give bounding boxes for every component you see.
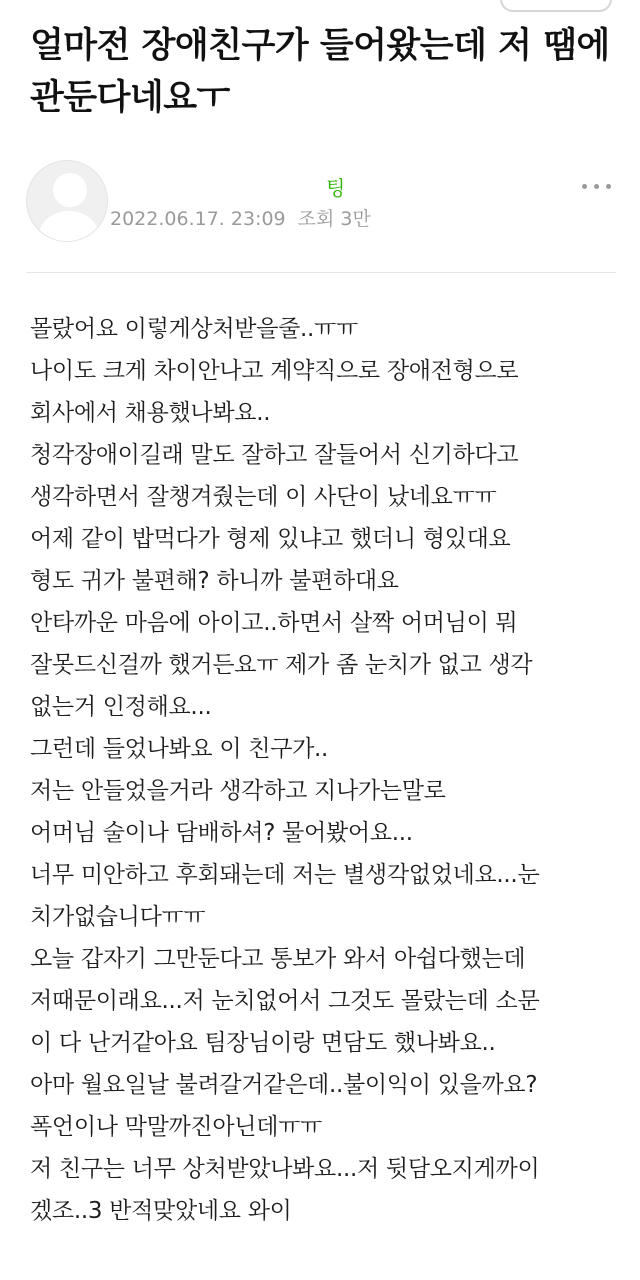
body-line: 이 다 난거같아요 팀장님이랑 면담도 했나봐요.. <box>30 1030 496 1056</box>
post-body <box>30 308 626 1232</box>
body-line: 너무 미안하고 후회돼는데 저는 별생각없었네요...눈 <box>30 862 540 888</box>
top-toggle-pill[interactable] <box>500 0 612 12</box>
body-line: 저 친구는 너무 상처받았나봐요...저 뒷담오지게까이 <box>30 1156 540 1182</box>
author-info <box>26 160 620 250</box>
body-line: 없는거 인정해요... <box>30 694 212 720</box>
post-meta <box>110 204 371 231</box>
body-line: 치가없습니다ㅠㅠ <box>30 904 206 930</box>
body-line: 겠조..3 반적맞았네요 와이 <box>30 1198 292 1224</box>
avatar-head-shape <box>53 173 87 207</box>
body-line: 어제 같이 밥먹다가 형제 있냐고 했더니 형있대요 <box>30 526 511 552</box>
body-line: 형도 귀가 불편해? 하니까 불편하대요 <box>30 568 399 594</box>
more-options-icon[interactable] <box>582 182 612 192</box>
body-line: 그런데 들었나봐요 이 친구가.. <box>30 736 329 762</box>
author-name[interactable]: 팅 <box>326 176 346 200</box>
body-line: 아마 월요일날 불려갈거같은데..불이익이 있을까요? <box>30 1072 538 1098</box>
body-line: 나이도 크게 차이안나고 계약직으로 장애전형으로 <box>30 358 519 384</box>
body-line: 회사에서 채용했나봐요.. <box>30 400 271 426</box>
body-line: 폭언이나 막말까진아닌데ㅠㅠ <box>30 1114 322 1140</box>
divider <box>26 272 616 273</box>
body-line: 오늘 갑자기 그만둔다고 통보가 와서 아쉽다했는데 <box>30 946 526 972</box>
post-title: 얼마전 장애친구가 들어왔는데 저 땜에 관둔다네요ㅜ <box>30 26 610 118</box>
body-line: 저때문이래요...저 눈치없어서 그것도 몰랐는데 소문 <box>30 988 540 1014</box>
avatar-body-shape <box>39 211 99 242</box>
body-line: 생각하면서 잘챙겨줬는데 이 사단이 났네요ㅠㅠ <box>30 484 497 510</box>
avatar[interactable] <box>26 160 108 242</box>
view-count: 조회 3만 <box>297 208 371 230</box>
body-line: 어머님 술이나 담배하셔? 물어봤어요... <box>30 820 413 846</box>
body-line: 몰랐어요 이렇게상처받을줄..ㅠㅠ <box>30 316 358 342</box>
body-line: 잘못드신걸까 했거든요ㅠ 제가 좀 눈치가 없고 생각 <box>30 652 533 678</box>
body-line: 청각장애이길래 말도 잘하고 잘들어서 신기하다고 <box>30 442 519 468</box>
body-line: 안타까운 마음에 아이고..하면서 살짝 어머님이 뭐 <box>30 610 518 636</box>
body-line: 저는 안들었을거라 생각하고 지나가는말로 <box>30 778 446 804</box>
post-date: 2022.06.17. 23:09 <box>110 208 286 230</box>
